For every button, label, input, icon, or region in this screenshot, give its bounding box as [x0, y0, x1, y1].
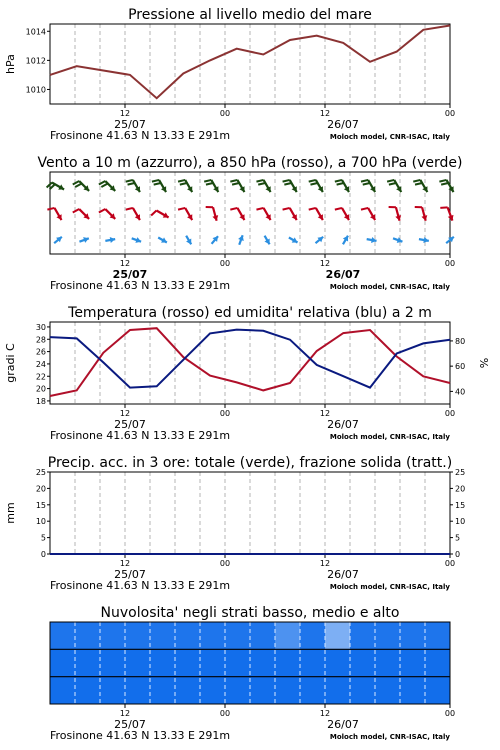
x-tick-label: 00 — [219, 109, 231, 118]
x-tick-label: 12 — [119, 409, 131, 418]
cloud-cell — [425, 677, 451, 704]
wind-barb — [126, 208, 140, 220]
wind-barb — [105, 237, 115, 243]
cloud-cell — [250, 677, 276, 704]
wind-barb — [99, 181, 115, 191]
cloud-cell — [75, 677, 101, 704]
wind-barb — [387, 180, 401, 192]
clouds-title: Nuvolosita' negli strati basso, medio e alto — [100, 605, 400, 621]
location-label: Frosinone 41.63 N 13.33 E 291m — [50, 129, 231, 142]
cloud-cell — [200, 649, 226, 676]
y-tick-label: 10 — [35, 517, 46, 527]
cloud-cell — [425, 649, 451, 676]
cloud-cell — [50, 649, 76, 676]
precip-title: Precip. acc. in 3 ore: totale (verde), frazione solida (tratt.) — [47, 455, 453, 471]
cloud-cell — [225, 649, 251, 676]
y-right-tick-label: 20 — [455, 484, 466, 494]
y-right-tick-label: 25 — [455, 468, 466, 477]
cloud-cell — [275, 649, 301, 676]
x-tick-label: 00 — [444, 709, 456, 718]
temperature-panel — [4, 305, 491, 442]
y-tick-label: 20 — [35, 384, 46, 394]
y-tick-label: 28 — [35, 335, 46, 345]
x-tick-label: 00 — [444, 109, 456, 118]
model-credit: Moloch model, CNR-ISAC, Italy — [329, 583, 450, 591]
cloud-cell — [50, 677, 76, 704]
wind-barb — [440, 207, 453, 220]
y-tick-label: 1010 — [25, 85, 46, 95]
y-axis-label: hPa — [4, 54, 17, 74]
wind-barb — [54, 237, 62, 243]
cloud-cell — [175, 622, 201, 649]
model-credit: Moloch model, CNR-ISAC, Italy — [329, 133, 450, 141]
wind-barb — [389, 207, 402, 221]
wind-barb — [361, 208, 375, 220]
cloud-cell — [350, 622, 376, 649]
plot-frame — [50, 24, 450, 104]
pressure-title: Pressione al livello medio del mare — [128, 7, 372, 23]
y-tick-label: 26 — [35, 347, 46, 357]
y-tick-label: 20 — [35, 484, 46, 494]
x-tick-label: 12 — [319, 109, 331, 118]
y-right-tick-label: 15 — [455, 500, 466, 510]
location-label: Frosinone 41.63 N 13.33 E 291m — [50, 429, 231, 442]
wind-barb — [204, 180, 218, 192]
wind-barb — [79, 237, 88, 243]
y-tick-label: 1012 — [25, 56, 46, 66]
cloud-cell — [275, 677, 301, 704]
cloud-cell — [250, 649, 276, 676]
wind-barb — [151, 211, 168, 218]
cloud-cell — [225, 622, 251, 649]
cloud-cell — [375, 677, 401, 704]
y-right-tick-label: 40 — [455, 387, 466, 397]
location-label: Frosinone 41.63 N 13.33 E 291m — [50, 729, 231, 742]
plot-frame — [50, 472, 450, 554]
y-tick-label: 1014 — [25, 27, 46, 37]
date-label: 26/07 — [325, 268, 361, 281]
cloud-cell — [100, 649, 126, 676]
location-label: Frosinone 41.63 N 13.33 E 291m — [50, 579, 231, 592]
y-right-axis-label: % — [478, 357, 491, 369]
y-tick-label: 0 — [40, 550, 46, 559]
wind-barb — [158, 237, 167, 242]
wind-barb — [47, 183, 64, 190]
wind-barb — [256, 180, 270, 192]
y-tick-label: 15 — [35, 500, 46, 510]
x-tick-label: 00 — [219, 259, 231, 268]
wind-barb — [343, 236, 348, 245]
precip-panel — [4, 455, 465, 592]
cloud-cell — [300, 649, 326, 676]
x-tick-label: 00 — [219, 409, 231, 418]
y-tick-label: 24 — [35, 359, 46, 369]
x-tick-label: 12 — [319, 409, 331, 418]
x-tick-label: 00 — [219, 709, 231, 718]
date-label: 26/07 — [327, 418, 359, 431]
wind-barb — [126, 180, 140, 192]
y-axis-label: gradi C — [4, 343, 17, 383]
cloud-cell — [300, 622, 326, 649]
cloud-cell — [125, 649, 151, 676]
date-label: 26/07 — [327, 118, 359, 131]
cloud-cell — [400, 677, 426, 704]
y-right-tick-label: 80 — [455, 336, 466, 346]
y-tick-label: 25 — [35, 468, 46, 477]
date-label: 26/07 — [327, 718, 359, 731]
x-tick-label: 12 — [319, 559, 331, 568]
x-tick-label: 00 — [444, 259, 456, 268]
cloud-cell — [375, 622, 401, 649]
wind-barb — [309, 180, 323, 192]
x-tick-label: 12 — [319, 259, 331, 268]
cloud-cell — [150, 649, 176, 676]
wind-barb — [178, 208, 192, 220]
wind-barb — [230, 180, 244, 192]
date-label: 25/07 — [112, 268, 148, 281]
x-tick-label: 00 — [444, 559, 456, 568]
date-label: 25/07 — [114, 418, 146, 431]
x-tick-label: 12 — [119, 709, 131, 718]
wind-barb — [309, 208, 323, 220]
cloud-cell — [75, 649, 101, 676]
wind-barb — [316, 237, 324, 243]
cloud-cell — [325, 649, 351, 676]
clouds-panel — [50, 605, 455, 742]
cloud-cell — [325, 622, 351, 649]
temperature-title: Temperatura (rosso) ed umidita' relativa (blu) a 2 m — [68, 305, 432, 321]
location-label: Frosinone 41.63 N 13.33 E 291m — [50, 279, 231, 292]
wind-barb — [289, 237, 298, 242]
cloud-cell — [300, 677, 326, 704]
x-tick-label: 12 — [319, 709, 331, 718]
y-tick-label: 30 — [35, 322, 46, 332]
cloud-cell — [250, 622, 276, 649]
wind-barb — [186, 236, 191, 245]
x-tick-label: 12 — [119, 109, 131, 118]
wind-barb — [361, 180, 375, 192]
cloud-cell — [150, 622, 176, 649]
wind-barb — [178, 180, 192, 192]
y-tick-label: 22 — [35, 372, 46, 382]
cloud-cell — [425, 622, 451, 649]
cloud-cell — [150, 677, 176, 704]
x-tick-label: 12 — [119, 559, 131, 568]
y-right-tick-label: 10 — [455, 517, 466, 527]
cloud-cell — [350, 649, 376, 676]
date-label: 26/07 — [327, 568, 359, 581]
model-credit: Moloch model, CNR-ISAC, Italy — [329, 283, 450, 291]
y-right-tick-label: 5 — [455, 533, 461, 543]
wind-barb — [393, 237, 402, 243]
y-right-tick-label: 60 — [455, 362, 466, 372]
wind-barb — [256, 208, 270, 220]
cloud-cell — [125, 622, 151, 649]
wind-title: Vento a 10 m (azzurro), a 850 hPa (rosso), a 700 hPa (verde) — [37, 155, 463, 171]
wind-barb — [206, 207, 219, 221]
wind-barb — [152, 180, 166, 192]
date-label: 25/07 — [114, 568, 146, 581]
y-axis-label: mm — [4, 502, 17, 524]
wind-barb — [335, 208, 349, 220]
y-tick-label: 5 — [40, 533, 46, 543]
cloud-cell — [75, 622, 101, 649]
date-label: 25/07 — [114, 718, 146, 731]
cloud-cell — [200, 622, 226, 649]
wind-barb — [419, 237, 429, 243]
date-label: 25/07 — [114, 118, 146, 131]
cloud-cell — [175, 677, 201, 704]
cloud-cell — [275, 622, 301, 649]
wind-barb — [132, 237, 141, 243]
cloud-cell — [100, 622, 126, 649]
cloud-cell — [50, 622, 76, 649]
x-tick-label: 00 — [219, 559, 231, 568]
pressure-panel — [4, 7, 455, 142]
wind-barb — [283, 180, 297, 192]
x-tick-label: 12 — [119, 259, 131, 268]
x-tick-label: 00 — [444, 409, 456, 418]
cloud-cell — [125, 677, 151, 704]
cloud-cell — [400, 649, 426, 676]
cloud-cell — [100, 677, 126, 704]
cloud-cell — [225, 677, 251, 704]
cloud-cell — [175, 649, 201, 676]
cloud-cell — [200, 677, 226, 704]
wind-barb — [264, 236, 269, 245]
model-credit: Moloch model, CNR-ISAC, Italy — [329, 733, 450, 741]
y-right-tick-label: 0 — [455, 550, 461, 559]
wind-barb — [238, 235, 244, 244]
cloud-cell — [350, 677, 376, 704]
wind-barb — [230, 208, 244, 220]
wind-barb — [335, 180, 349, 192]
wind-barb — [283, 208, 297, 220]
model-credit: Moloch model, CNR-ISAC, Italy — [329, 433, 450, 441]
cloud-cell — [325, 677, 351, 704]
wind-barb — [212, 236, 218, 244]
cloud-cell — [400, 622, 426, 649]
wind-panel — [37, 155, 462, 292]
cloud-cell — [375, 649, 401, 676]
wind-barb — [99, 209, 115, 219]
y-tick-label: 18 — [35, 396, 46, 406]
wind-barb — [439, 180, 453, 192]
